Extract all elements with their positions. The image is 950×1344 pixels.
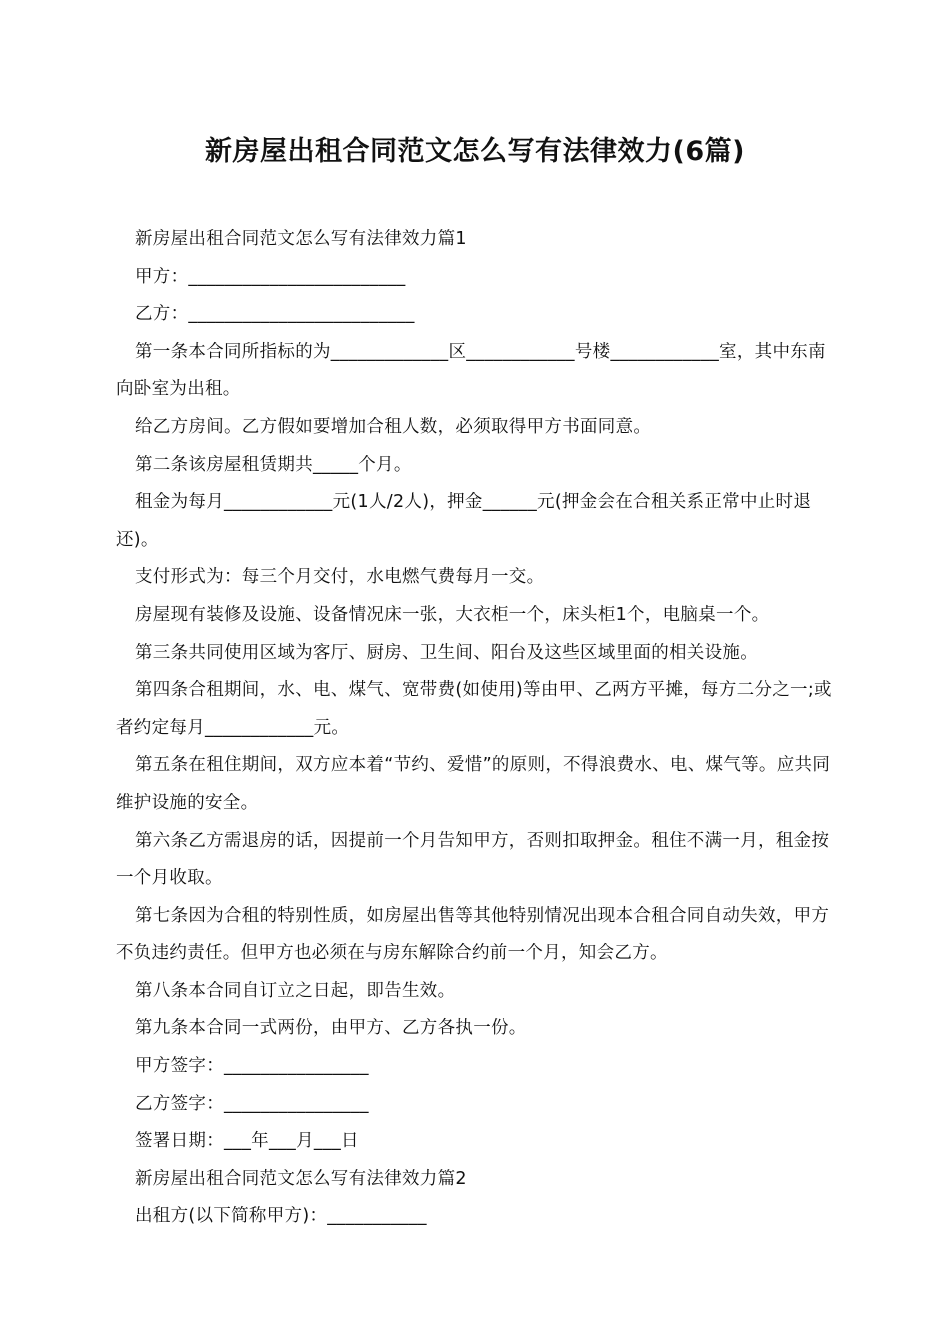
clause-4: 第四条合租期间，水、电、煤气、宽带费(如使用)等由甲、乙两方平摊，每方二分之一;或者约定每月____________元。	[116, 680, 832, 738]
clause-7: 第七条因为合租的特别性质，如房屋出售等其他特别情况出现本合租合同自动失效，甲方不负违约责任。但甲方也必须在与房东解除合约前一个月，知会乙方。	[116, 905, 830, 964]
clause-9: 第九条本合同一式两份，由甲方、乙方各执一份。	[135, 1018, 527, 1039]
document-title: 新房屋出租合同范文怎么写有法律效力(6篇)	[205, 136, 745, 167]
clause-5: 第五条在租住期间，双方应本着“节约、爱惜”的原则，不得浪费水、电、煤气等。应共同维护设施的安全。	[116, 755, 831, 813]
clause-8: 第八条本合同自订立之日起，即告生效。	[135, 980, 456, 1001]
signing-date: 签署日期：___年___月___日	[135, 1131, 359, 1152]
clause-6: 第六条乙方需退房的话，因提前一个月告知甲方，否则扣取押金。租住不满一月，租金按一个月收取。	[116, 830, 830, 889]
party-b-line: 乙方：_________________________	[135, 304, 415, 325]
clause-3: 第三条共同使用区域为客厅、厨房、卫生间、阳台及这些区域里面的相关设施。	[135, 642, 758, 663]
party-a-line: 甲方：________________________	[135, 266, 406, 287]
section-heading-2: 新房屋出租合同范文怎么写有法律效力篇2	[135, 1168, 467, 1189]
facilities: 房屋现有装修及设施、设备情况床一张，大衣柜一个，床头柜1个，电脑桌一个。	[135, 604, 770, 625]
document-body	[116, 221, 840, 1236]
clause-1: 第一条本合同所指标的为_____________区____________号楼____________室，其中东南向卧室为出租。	[116, 341, 826, 400]
section-heading-1: 新房屋出租合同范文怎么写有法律效力篇1	[135, 229, 467, 249]
clause-1-note: 给乙方房间。乙方假如要增加合租人数，必须取得甲方书面同意。	[135, 416, 652, 437]
party-a-signature: 甲方签字：________________	[135, 1056, 369, 1077]
payment-method: 支付形式为：每三个月交付，水电燃气费每月一交。	[135, 567, 545, 588]
clause-2: 第二条该房屋租赁期共_____个月。	[135, 454, 412, 475]
rent-deposit: 租金为每月____________元(1人/2人)，押金______元(押金会在合租关系正常中止时退还)。	[116, 492, 812, 550]
lessor-line: 出租方(以下简称甲方)：___________	[135, 1206, 427, 1227]
party-b-signature: 乙方签字：________________	[135, 1093, 369, 1114]
